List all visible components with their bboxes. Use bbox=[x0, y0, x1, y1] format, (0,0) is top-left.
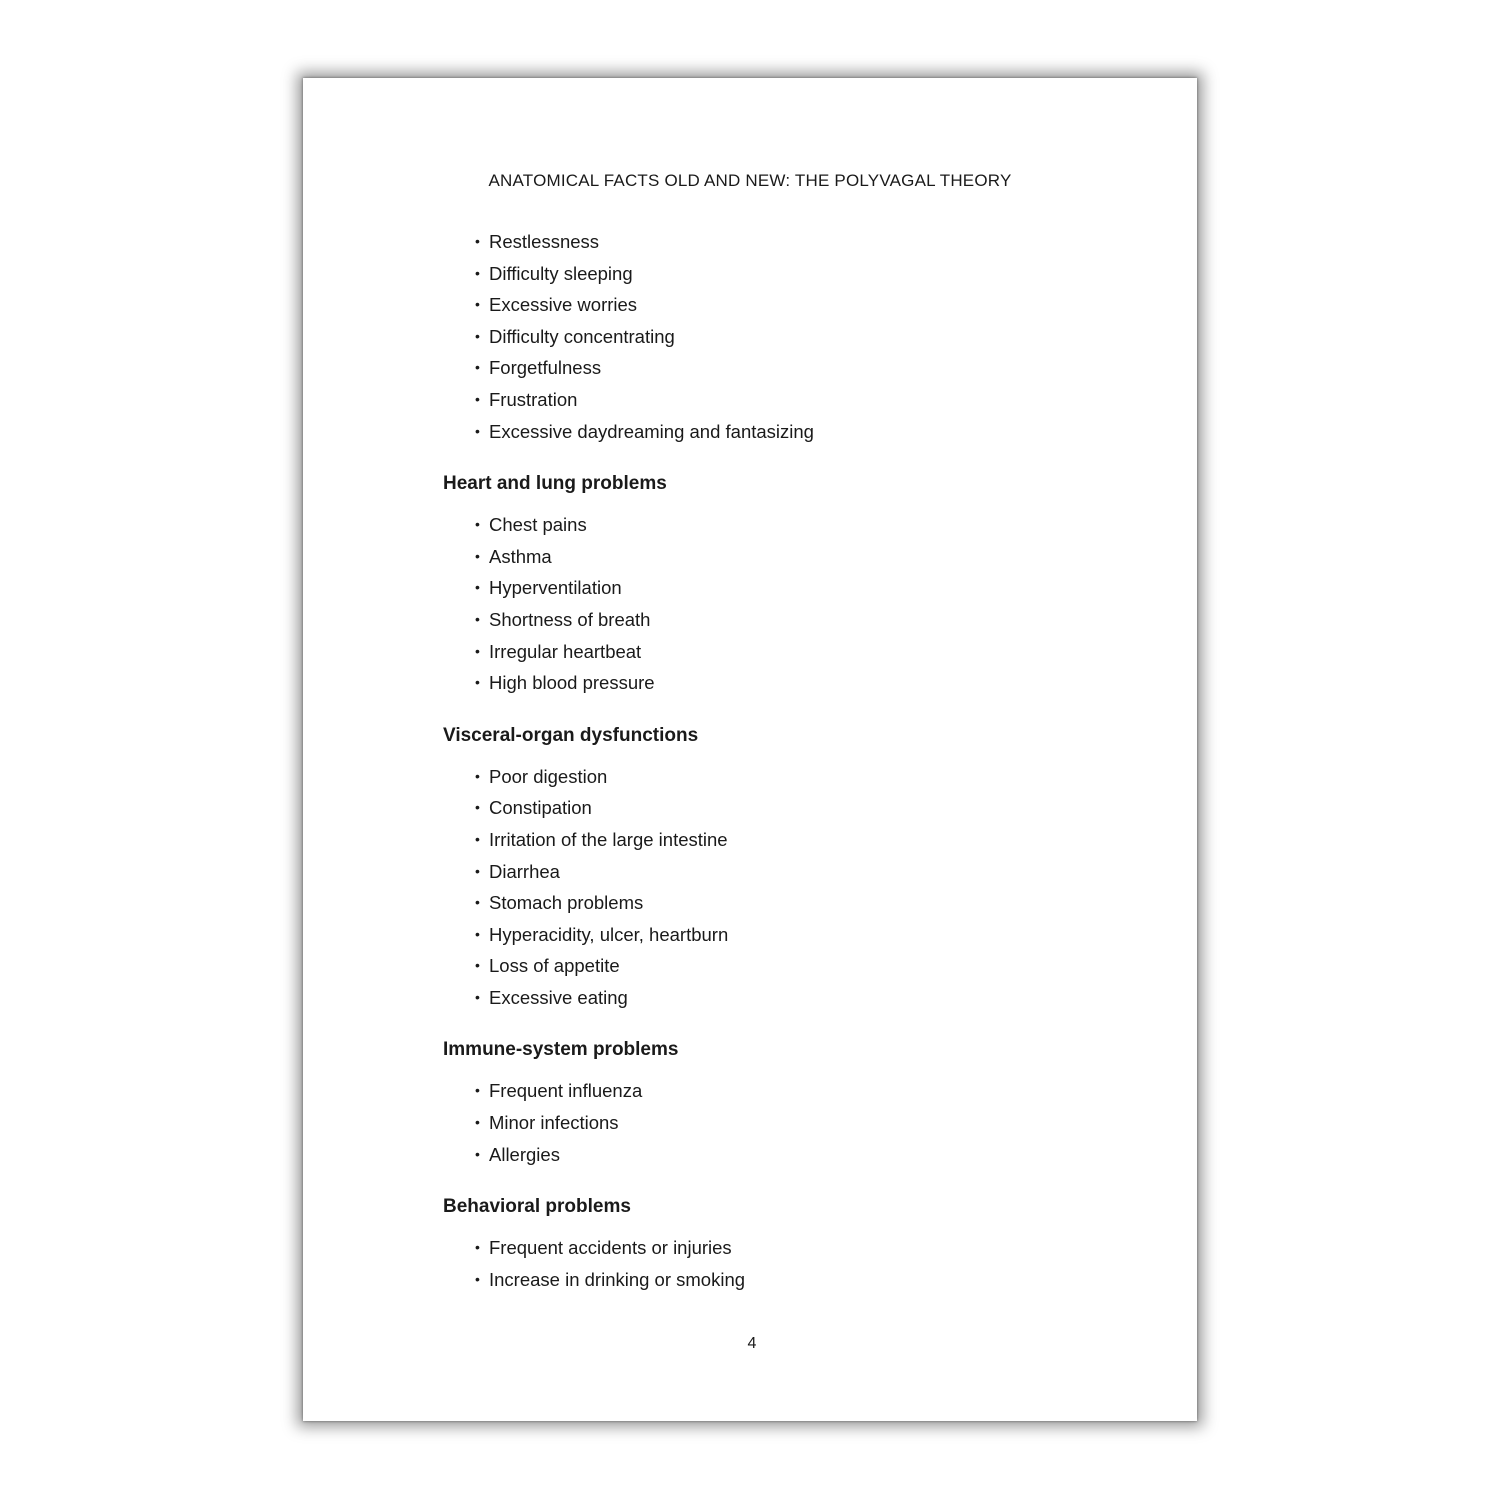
bullet-list bbox=[443, 1075, 1083, 1170]
bullet-icon: • bbox=[475, 642, 480, 659]
list-item-text: Irregular heartbeat bbox=[489, 640, 642, 662]
list-item bbox=[475, 761, 1083, 793]
list-item-text: Poor digestion bbox=[489, 765, 608, 787]
bullet-icon: • bbox=[475, 1114, 480, 1131]
section-heading: Visceral-organ dysfunctions bbox=[443, 724, 699, 746]
list-item bbox=[475, 572, 1083, 604]
list-item-text: Hyperacidity, ulcer, heartburn bbox=[489, 923, 729, 945]
list-item bbox=[475, 856, 1083, 888]
list-item bbox=[475, 321, 1083, 353]
list-item-text: Excessive daydreaming and fantasizing bbox=[489, 420, 814, 442]
list-item bbox=[475, 352, 1083, 384]
list-item-text: Irritation of the large intestine bbox=[489, 828, 728, 850]
section-block bbox=[443, 471, 1083, 699]
bullet-icon: • bbox=[475, 767, 480, 784]
list-item bbox=[475, 792, 1083, 824]
section-heading: Immune-system problems bbox=[443, 1039, 679, 1061]
list-item-text: Stomach problems bbox=[489, 892, 644, 914]
bullet-icon: • bbox=[475, 233, 480, 249]
bullet-icon: • bbox=[475, 925, 480, 942]
list-item-text: High blood pressure bbox=[489, 672, 655, 694]
section-block bbox=[443, 226, 1083, 447]
list-item bbox=[475, 1075, 1083, 1107]
list-item bbox=[475, 887, 1083, 919]
section-block bbox=[443, 1037, 1083, 1170]
list-item-text: Increase in drinking or smoking bbox=[489, 1268, 746, 1290]
list-item-text: Difficulty concentrating bbox=[489, 325, 675, 347]
list-item bbox=[475, 919, 1083, 951]
list-item-text: Chest pains bbox=[489, 514, 587, 536]
bullet-icon: • bbox=[475, 422, 480, 439]
list-item-text: Frustration bbox=[489, 388, 578, 410]
bullet-icon: • bbox=[475, 1145, 480, 1162]
list-item-text: Frequent accidents or injuries bbox=[489, 1237, 732, 1259]
bullet-list bbox=[443, 1232, 1083, 1295]
section-block bbox=[443, 1194, 1083, 1295]
bullet-icon: • bbox=[475, 327, 480, 344]
list-item bbox=[475, 604, 1083, 636]
list-item bbox=[475, 258, 1083, 290]
book-page bbox=[303, 78, 1197, 1421]
list-item bbox=[475, 1232, 1083, 1264]
list-item-text: Minor infections bbox=[489, 1112, 619, 1134]
list-item bbox=[475, 982, 1083, 1014]
list-item-text: Constipation bbox=[489, 797, 592, 819]
list-item bbox=[475, 1264, 1083, 1296]
list-item-text: Asthma bbox=[489, 545, 552, 567]
list-item-text: Forgetfulness bbox=[489, 357, 602, 379]
list-item bbox=[475, 824, 1083, 856]
list-item bbox=[475, 950, 1083, 982]
list-item-text: Difficulty sleeping bbox=[489, 262, 633, 284]
bullet-list bbox=[443, 509, 1083, 699]
list-item-text: Restlessness bbox=[489, 231, 600, 252]
running-head: ANATOMICAL FACTS OLD AND NEW: THE POLYVAGAL THEORY bbox=[488, 171, 1012, 190]
list-item bbox=[475, 1107, 1083, 1139]
bullet-icon: • bbox=[475, 1239, 480, 1256]
section-heading: Heart and lung problems bbox=[443, 473, 667, 495]
bullet-icon: • bbox=[475, 862, 480, 879]
list-item bbox=[475, 384, 1083, 416]
list-item bbox=[475, 289, 1083, 321]
list-item bbox=[475, 1139, 1083, 1171]
bullet-list bbox=[443, 226, 1083, 447]
list-item bbox=[475, 416, 1083, 448]
bullet-icon: • bbox=[475, 1270, 480, 1287]
bullet-icon: • bbox=[475, 830, 480, 847]
list-item-text: Shortness of breath bbox=[489, 608, 651, 630]
bullet-icon: • bbox=[475, 264, 480, 281]
bullet-icon: • bbox=[475, 296, 480, 313]
list-item-text: Hyperventilation bbox=[489, 577, 622, 599]
list-item-text: Excessive worries bbox=[489, 294, 638, 316]
page-number: 4 bbox=[747, 1335, 757, 1352]
bullet-icon: • bbox=[475, 894, 480, 911]
list-item bbox=[475, 226, 1083, 258]
list-item-text: Allergies bbox=[489, 1143, 560, 1165]
bullet-icon: • bbox=[475, 516, 480, 533]
list-item-text: Loss of appetite bbox=[489, 955, 620, 977]
bullet-icon: • bbox=[475, 610, 480, 627]
bullet-icon: • bbox=[475, 359, 480, 376]
list-item bbox=[475, 667, 1083, 699]
list-item-text: Excessive eating bbox=[489, 986, 628, 1008]
bullet-icon: • bbox=[475, 988, 480, 1005]
list-item bbox=[475, 636, 1083, 668]
bullet-icon: • bbox=[475, 799, 480, 816]
bullet-icon: • bbox=[475, 957, 480, 974]
section-block bbox=[443, 723, 1083, 1014]
bullet-icon: • bbox=[475, 390, 480, 407]
list-item bbox=[475, 541, 1083, 573]
list-item bbox=[475, 509, 1083, 541]
list-item-text: Diarrhea bbox=[489, 860, 560, 882]
page-content bbox=[443, 226, 1083, 1319]
bullet-list bbox=[443, 761, 1083, 1014]
bullet-icon: • bbox=[475, 547, 480, 564]
bullet-icon: • bbox=[475, 1082, 480, 1099]
bullet-icon: • bbox=[475, 579, 480, 596]
bullet-icon: • bbox=[475, 674, 480, 691]
list-item-text: Frequent influenza bbox=[489, 1080, 643, 1102]
section-heading: Behavioral problems bbox=[443, 1196, 631, 1218]
